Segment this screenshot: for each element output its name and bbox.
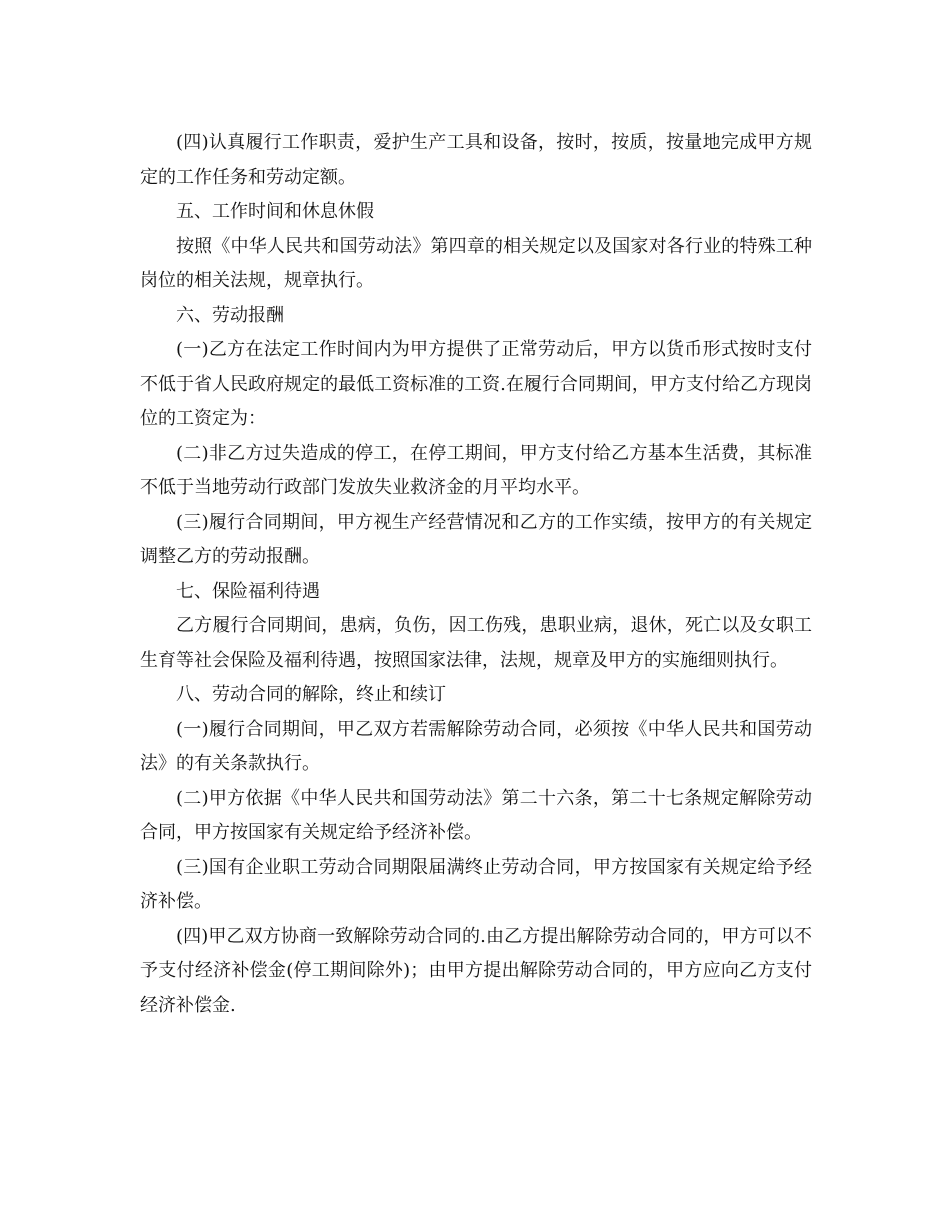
paragraph-termination-4: (四)甲乙双方协商一致解除劳动合同的.由乙方提出解除劳动合同的，甲方可以不予支付经济补偿金(停工期间除外)；由甲方提出解除劳动合同的，甲方应向乙方支付经济补偿金. [140,925,812,1016]
section-heading-insurance: 七、保险福利待遇 [176,580,320,602]
paragraph-remuneration-3: (三)履行合同期间，甲方视生产经营情况和乙方的工作实绩，按甲方的有关规定调整乙方的劳动报酬。 [140,511,812,567]
document-body [140,126,812,1023]
paragraph-termination-2: (二)甲方依据《中华人民共和国劳动法》第二十六条，第二十七条规定解除劳动合同，甲方按国家有关规定给予经济补偿。 [140,787,812,843]
paragraph-work-hours: 按照《中华人民共和国劳动法》第四章的相关规定以及国家对各行业的特殊工种岗位的相关法规，规章执行。 [140,235,812,291]
paragraph-remuneration-1: (一)乙方在法定工作时间内为甲方提供了正常劳动后，甲方以货币形式按时支付不低于省人民政府规定的最低工资标准的工资.在履行合同期间，甲方支付给乙方现岗位的工资定为： [140,339,812,429]
paragraph-insurance: 乙方履行合同期间，患病，负伤，因工伤残，患职业病，退休，死亡以及女职工生育等社会保险及福利待遇，按照国家法律，法规，规章及甲方的实施细则执行。 [140,615,812,671]
paragraph-termination-3: (三)国有企业职工劳动合同期限届满终止劳动合同，甲方按国家有关规定给予经济补偿。 [140,856,812,912]
paragraph-remuneration-2: (二)非乙方过失造成的停工，在停工期间，甲方支付给乙方基本生活费，其标准不低于当地劳动行政部门发放失业救济金的月平均水平。 [140,442,812,498]
section-heading-remuneration: 六、劳动报酬 [176,304,284,326]
section-heading-termination: 八、劳动合同的解除，终止和续订 [176,684,446,705]
paragraph-termination-1: (一)履行合同期间，甲乙双方若需解除劳动合同，必须按《中华人民共和国劳动法》的有关条款执行。 [140,718,812,774]
paragraph-duty-4: (四)认真履行工作职责，爱护生产工具和设备，按时，按质，按量地完成甲方规定的工作任务和劳动定额。 [140,132,812,188]
section-heading-work-hours: 五、工作时间和休息休假 [176,201,374,222]
